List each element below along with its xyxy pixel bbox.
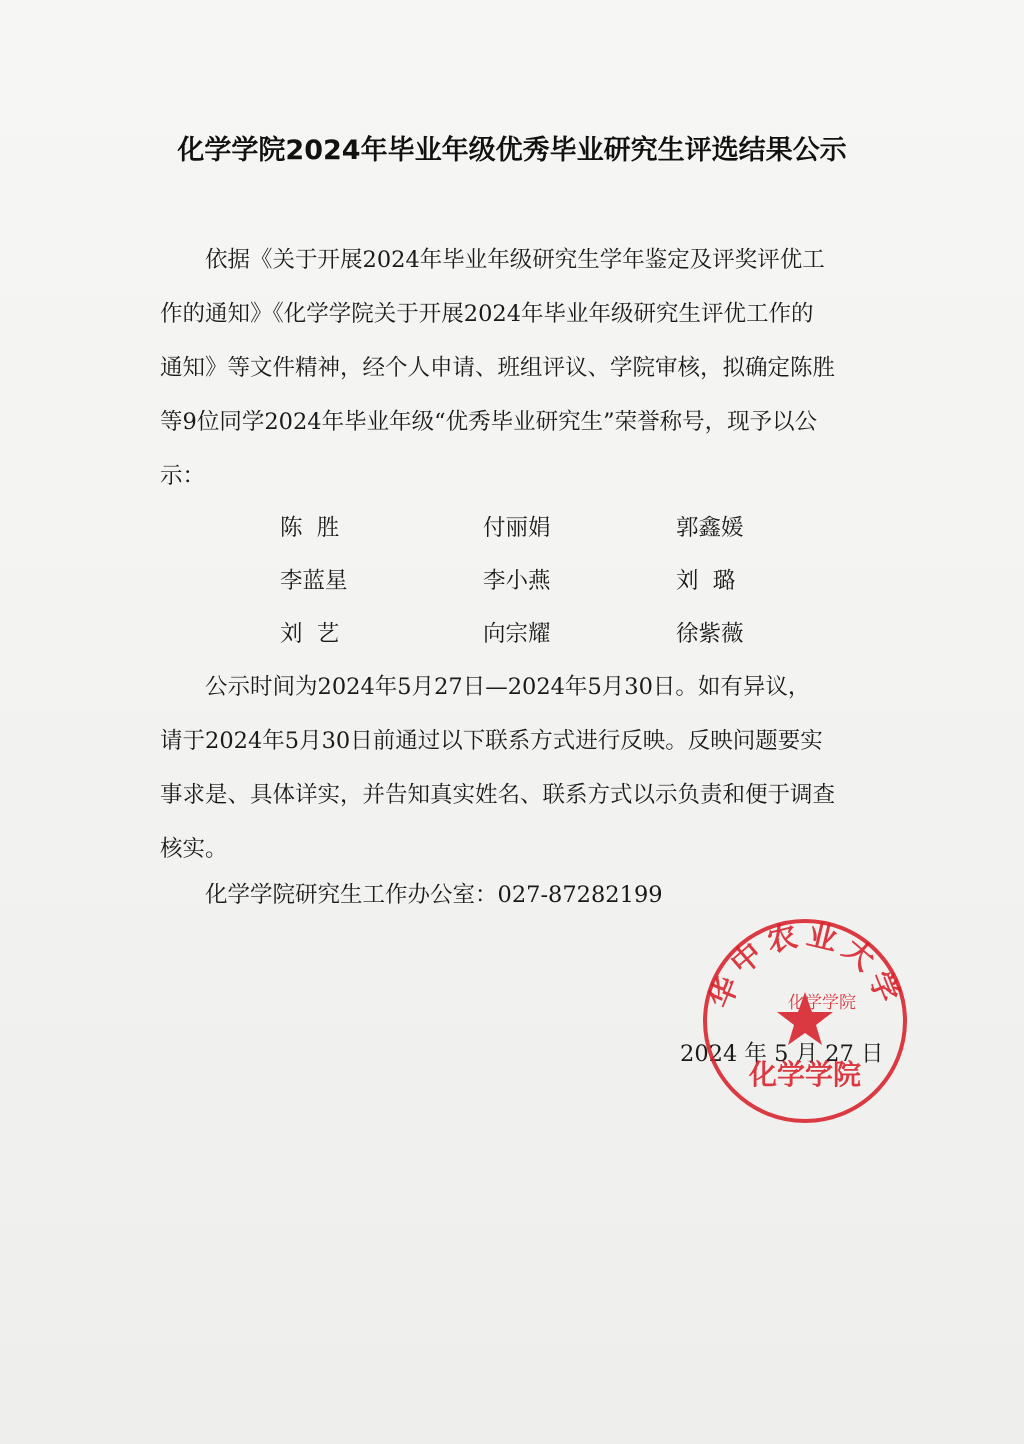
seal-bottom-text: 化学学院 <box>748 1058 862 1091</box>
contact-line: 化学学院研究生工作办公室：027-87282199 <box>205 882 663 908</box>
awardee-name: 付丽娟 <box>483 515 551 541</box>
objection-paragraph <box>160 660 872 876</box>
paragraph-line: 公示时间为2024年5月27日—2024年5月30日。如有异议， <box>205 674 811 700</box>
paragraph-line: 请于2024年5月30日前通过以下联系方式进行反映。反映问题要实 <box>160 728 823 754</box>
contact-paragraph <box>160 868 872 922</box>
document-title: 化学学院2024年毕业年级优秀毕业研究生评选结果公示 <box>177 135 847 166</box>
awardee-name: 刘 艺 <box>280 621 340 647</box>
awardee-name: 李小燕 <box>483 568 551 594</box>
paragraph-line: 依据《关于开展2024年毕业年级研究生学年鉴定及评奖评优工 <box>205 247 825 273</box>
awardee-name: 向宗耀 <box>483 621 551 647</box>
notice-paragraph <box>160 233 872 503</box>
paragraph-line: 作的通知》《化学学院关于开展2024年毕业年级研究生评优工作的 <box>160 301 814 327</box>
paragraph-line: 核实。 <box>160 836 228 862</box>
awardee-name: 徐紫薇 <box>676 621 744 647</box>
paragraph-line: 通知》等文件精神，经个人申请、班组评议、学院审核，拟确定陈胜 <box>160 355 836 381</box>
official-seal-icon <box>700 916 910 1126</box>
paragraph-line: 等9位同学2024年毕业年级“优秀毕业研究生”荣誉称号，现予以公 <box>160 409 818 435</box>
issue-date: 2024 年 5 月 27 日 <box>680 1041 884 1067</box>
paragraph-line: 事求是、具体详实，并告知真实姓名、联系方式以示负责和便于调查 <box>160 782 836 808</box>
awardee-name: 刘 璐 <box>676 568 736 594</box>
seal-outer-text: 华中农业大学 <box>702 917 908 1013</box>
awardee-name: 李蓝星 <box>280 568 348 594</box>
awardee-name: 郭鑫媛 <box>676 515 744 541</box>
paragraph-line: 示： <box>160 463 206 489</box>
awardee-name: 陈 胜 <box>280 515 340 541</box>
seal-inner-text: 化学学院 <box>788 993 856 1013</box>
